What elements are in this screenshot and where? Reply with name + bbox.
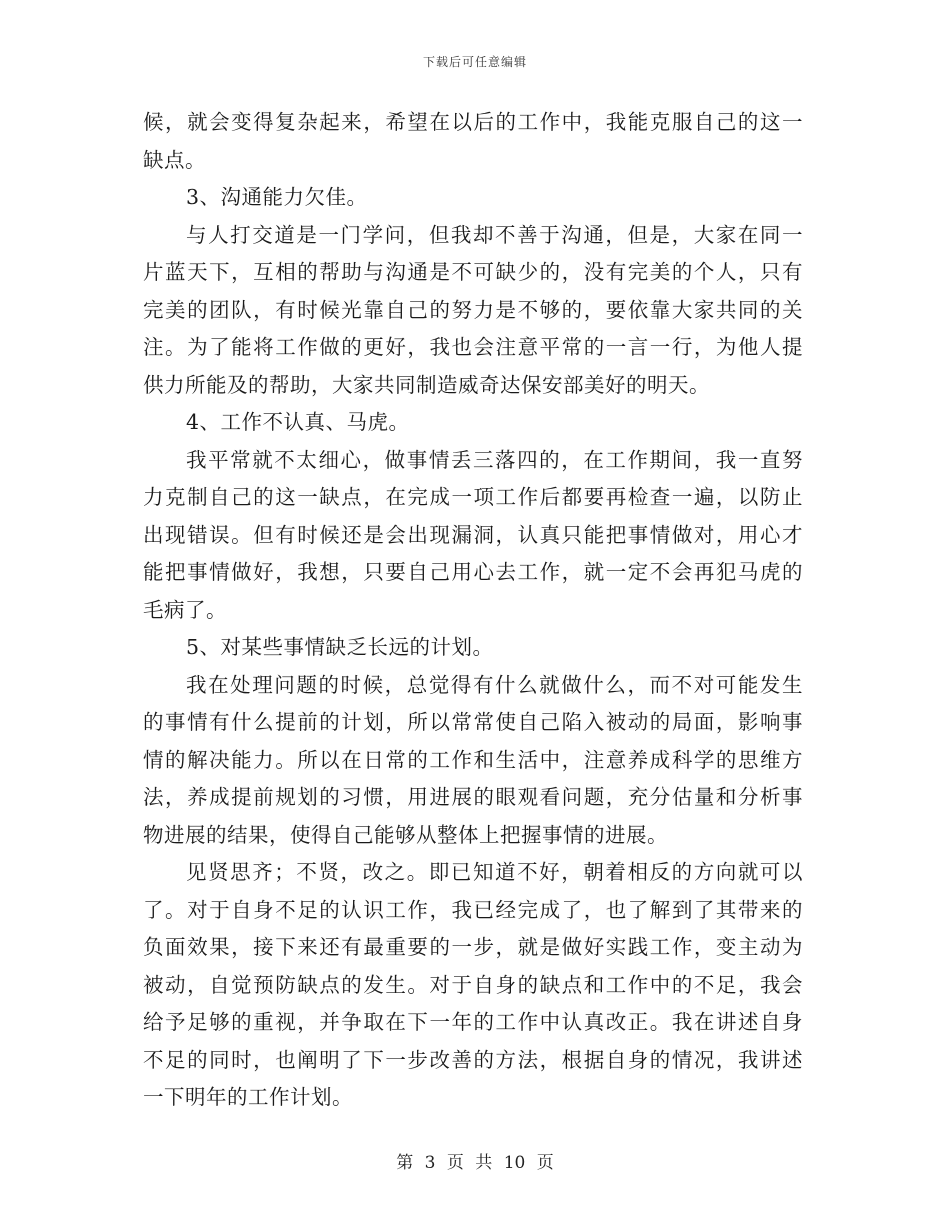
text-line: 我平常就不太细心，做事情丢三落四的，在工作期间，我一直努 [186,447,803,472]
text-line: 不足的同时，也阐明了下一步改善的方法，根据自身的情况，我讲述 [143,1047,803,1072]
section-heading: 3、沟通能力欠佳。 [186,185,368,209]
text-line: 能把事情做好，我想，只要自己用心去工作，就一定不会再犯马虎的 [143,560,803,584]
text-line: 毛病了。 [143,597,227,622]
text-line: 片蓝天下，互相的帮助与沟通是不可缺少的，没有完美的个人，只有 [143,260,803,284]
text-line: 物进展的结果，使得自己能够从整体上把握事情的进展。 [143,822,668,847]
text-line: 的事情有什么提前的计划，所以常常使自己陷入被动的局面，影响事 [143,710,803,734]
text-line: 供力所能及的帮助，大家共同制造威奇达保安部美好的明天。 [143,372,710,397]
text-line: 给予足够的重视，并争取在下一年的工作中认真改正。我在讲述自身 [143,1010,803,1034]
text-line: 完美的团队，有时候光靠自己的努力是不够的，要依靠大家共同的关 [143,297,803,322]
text-line: 负面效果，接下来还有最重要的一步，就是做好实践工作，变主动为 [143,935,803,959]
text-line: 法，养成提前规划的习惯，用进展的眼观看问题，充分估量和分析事 [143,785,803,809]
document-body [143,104,803,1117]
text-line: 了。对于自身不足的认识工作，我已经完成了，也了解到了其带来的 [143,897,803,922]
text-line: 我在处理问题的时候，总觉得有什么就做什么，而不对可能发生 [186,672,803,697]
text-line: 力克制自己的这一缺点，在完成一项工作后都要再检查一遍，以防止 [143,485,803,509]
page-number-footer: 第 3 页 共 10 页 [396,1153,554,1173]
text-line: 情的解决能力。所以在日常的工作和生活中，注意养成科学的思维方 [143,747,803,772]
page-header: 下载后可任意编辑 [422,55,527,69]
text-line: 注。为了能将工作做的更好，我也会注意平常的一言一行，为他人提 [143,335,803,359]
section-heading: 5、对某些事情缺乏长远的计划。 [186,635,494,659]
section-heading: 4、工作不认真、马虎。 [186,410,410,434]
text-line: 出现错误。但有时候还是会出现漏洞，认真只能把事情做对，用心才 [143,522,803,547]
text-line: 见贤思齐；不贤，改之。即已知道不好，朝着相反的方向就可以 [186,860,803,884]
text-line: 与人打交道是一门学问，但我却不善于沟通，但是，大家在同一 [186,222,803,247]
text-line: 候，就会变得复杂起来，希望在以后的工作中，我能克服自己的这一 [143,110,803,134]
text-line: 缺点。 [143,147,206,172]
text-line: 一下明年的工作计划。 [143,1085,353,1109]
text-line: 被动，自觉预防缺点的发生。对于自身的缺点和工作中的不足，我会 [143,972,803,997]
